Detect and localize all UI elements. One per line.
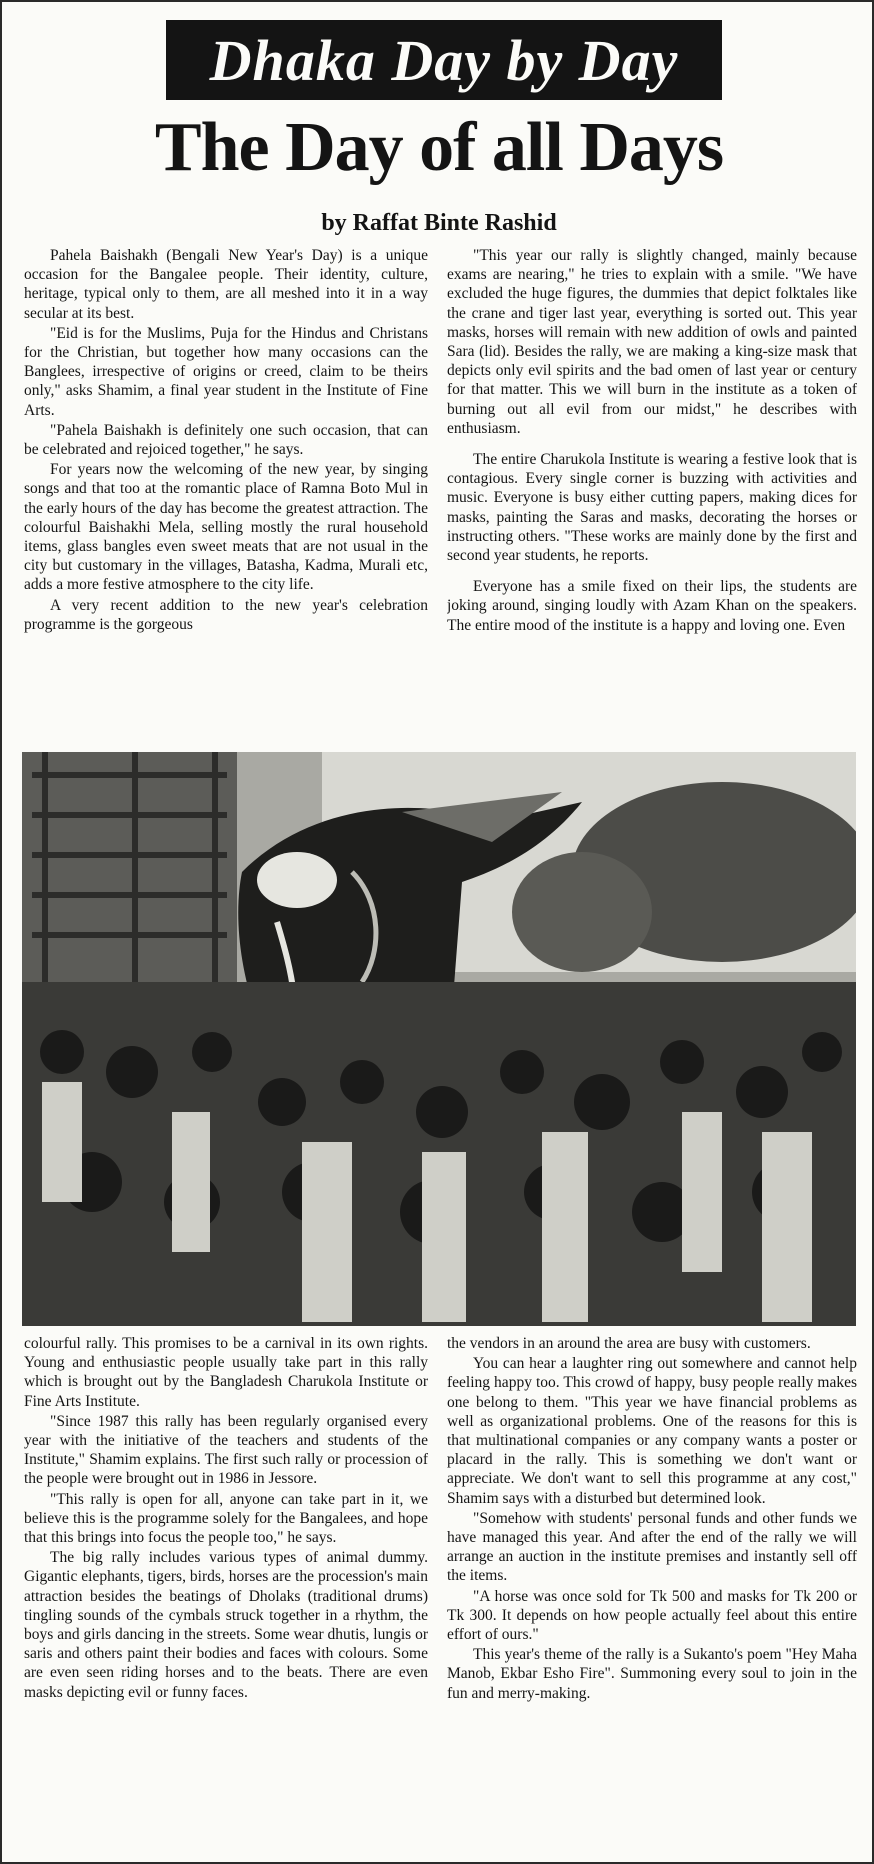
rally-photo: [22, 752, 856, 1326]
elephant-dummy-photo-illustration: [22, 752, 856, 1326]
paragraph: You can hear a laughter ring out somewhere and cannot help feeling happy too. This crowd of happy, busy people really makes one belong to them. "This year we have financial problems as well as organizational problems. One of the reasons for this is that multinational companies or any company wants a poster or placard in the rally. This is something we don't want or appreciate. We don't want to sell this programme at any cost," Shamim says with a disturbed but determined look.: [447, 1355, 857, 1507]
article-headline: The Day of all Days: [154, 109, 724, 186]
paragraph: "This rally is open for all, anyone can take part in it, we believe this is the programme solely for the Bangalees, and hope that this brings into focus the people too," he says.: [24, 1490, 428, 1547]
paragraph: "Pahela Baishakh is definitely one such occasion, that can be celebrated and rejoiced together," he says.: [24, 421, 428, 459]
paragraph: the vendors in an around the area are busy with customers.: [447, 1335, 811, 1352]
paragraph: The entire Charukola Institute is wearing a festive look that is contagious. Every single corner is buzzing with activities and music. Everyone is busy either cutting papers, making dices for masks, painting the Saras and masks, decorating the horses or instructing others. "These works are mainly done by the first and second year students, he reports.: [447, 451, 857, 565]
article-column-4: [447, 1334, 857, 1856]
paragraph: Everyone has a smile fixed on their lips, the students are joking around, singing loudly with Azam Khan on the speakers. The entire mood of the institute is a happy and loving one. Even: [447, 578, 857, 634]
article-column-1: [24, 246, 428, 741]
paragraph: For years now the welcoming of the new year, by singing songs and that too at the romantic place of Ramna Boto Mul in the early hours of the day has become the greatest attraction. The colourful Baishakhi Mela, selling mostly the rural household items, glass bangles even sweet meats that are not usual in the city but customary in the villages, Batasha, Kadma, Murali etc, adds a more festive atmosphere to the city life.: [24, 461, 428, 594]
paragraph: "Somehow with students' personal funds and other funds we have managed this year. And after the end of the rally we will arrange an auction in the institute premises and instantly sell off the items.: [447, 1509, 857, 1585]
paragraph: Pahela Baishakh (Bengali New Year's Day) is a unique occasion for the Bangalee people. Their identity, culture, heritage, typical only to them, are all meshed into it in a way secular at its best.: [24, 247, 428, 322]
article-column-3: [24, 1334, 428, 1856]
paragraph: "This year our rally is slightly changed, mainly because exams are nearing," he tries to explain with a smile. "We have excluded the huge figures, the dummies that depict folktales like the crane and tiger last year, everything is sorted out. This year masks, horses will remain with new addition of owls and painted Sara (lid). Besides the rally, we are making a king-size mask that depicts only evil spirits and the bad omen of last year or century for that matter. This we will burn in the institute as a token of burning out all evil from our midst," he describes with enthusiasm.: [447, 247, 857, 437]
section-masthead: Dhaka Day by Day: [166, 20, 722, 100]
paragraph: The big rally includes various types of animal dummy. Gigantic elephants, tigers, birds, horses are the procession's main attraction besides the beatings of Dholaks (traditional drums) tingling sounds of the cymbals struck together in a rhythm, the boys and girls dancing in the streets. Some wear dhutis, lungis or saris and others paint their bodies and faces with colours. Some are even seen riding horses and to the beats. There are even masks depicting evil or funny faces.: [24, 1549, 428, 1701]
paragraph: A very recent addition to the new year's celebration programme is the gorgeous: [24, 596, 428, 633]
paragraph: This year's theme of the rally is a Sukanto's poem "Hey Maha Manob, Ekbar Esho Fire". Summoning every soul to join in the fun and merry-making.: [447, 1646, 857, 1702]
paragraph: colourful rally. This promises to be a carnival in its own rights. Young and enthusiastic people usually take part in this rally which is brought out by the Bangladesh Charukola Institute or Fine Arts Institute.: [24, 1335, 428, 1410]
paragraph: "A horse was once sold for Tk 500 and masks for Tk 200 or Tk 300. It depends on how people actually feel about this entire effort of ours.": [447, 1587, 857, 1644]
paragraph: "Eid is for the Muslims, Puja for the Hindus and Christans for the Christian, but together how many occasions can the Banglees, irrespective of origins or creed, claim to be theirs only," asks Shamim, a final year student in the Institute of Fine Arts.: [24, 324, 428, 419]
article-column-2: [447, 246, 857, 741]
article-byline: by Raffat Binte Rashid: [321, 210, 557, 236]
paragraph: "Since 1987 this rally has been regularly organised every year with the initiative of the teachers and students of the Institute," Shamim explains. The first such rally or procession of the people were brought out in 1986 in Jessore.: [24, 1412, 428, 1488]
